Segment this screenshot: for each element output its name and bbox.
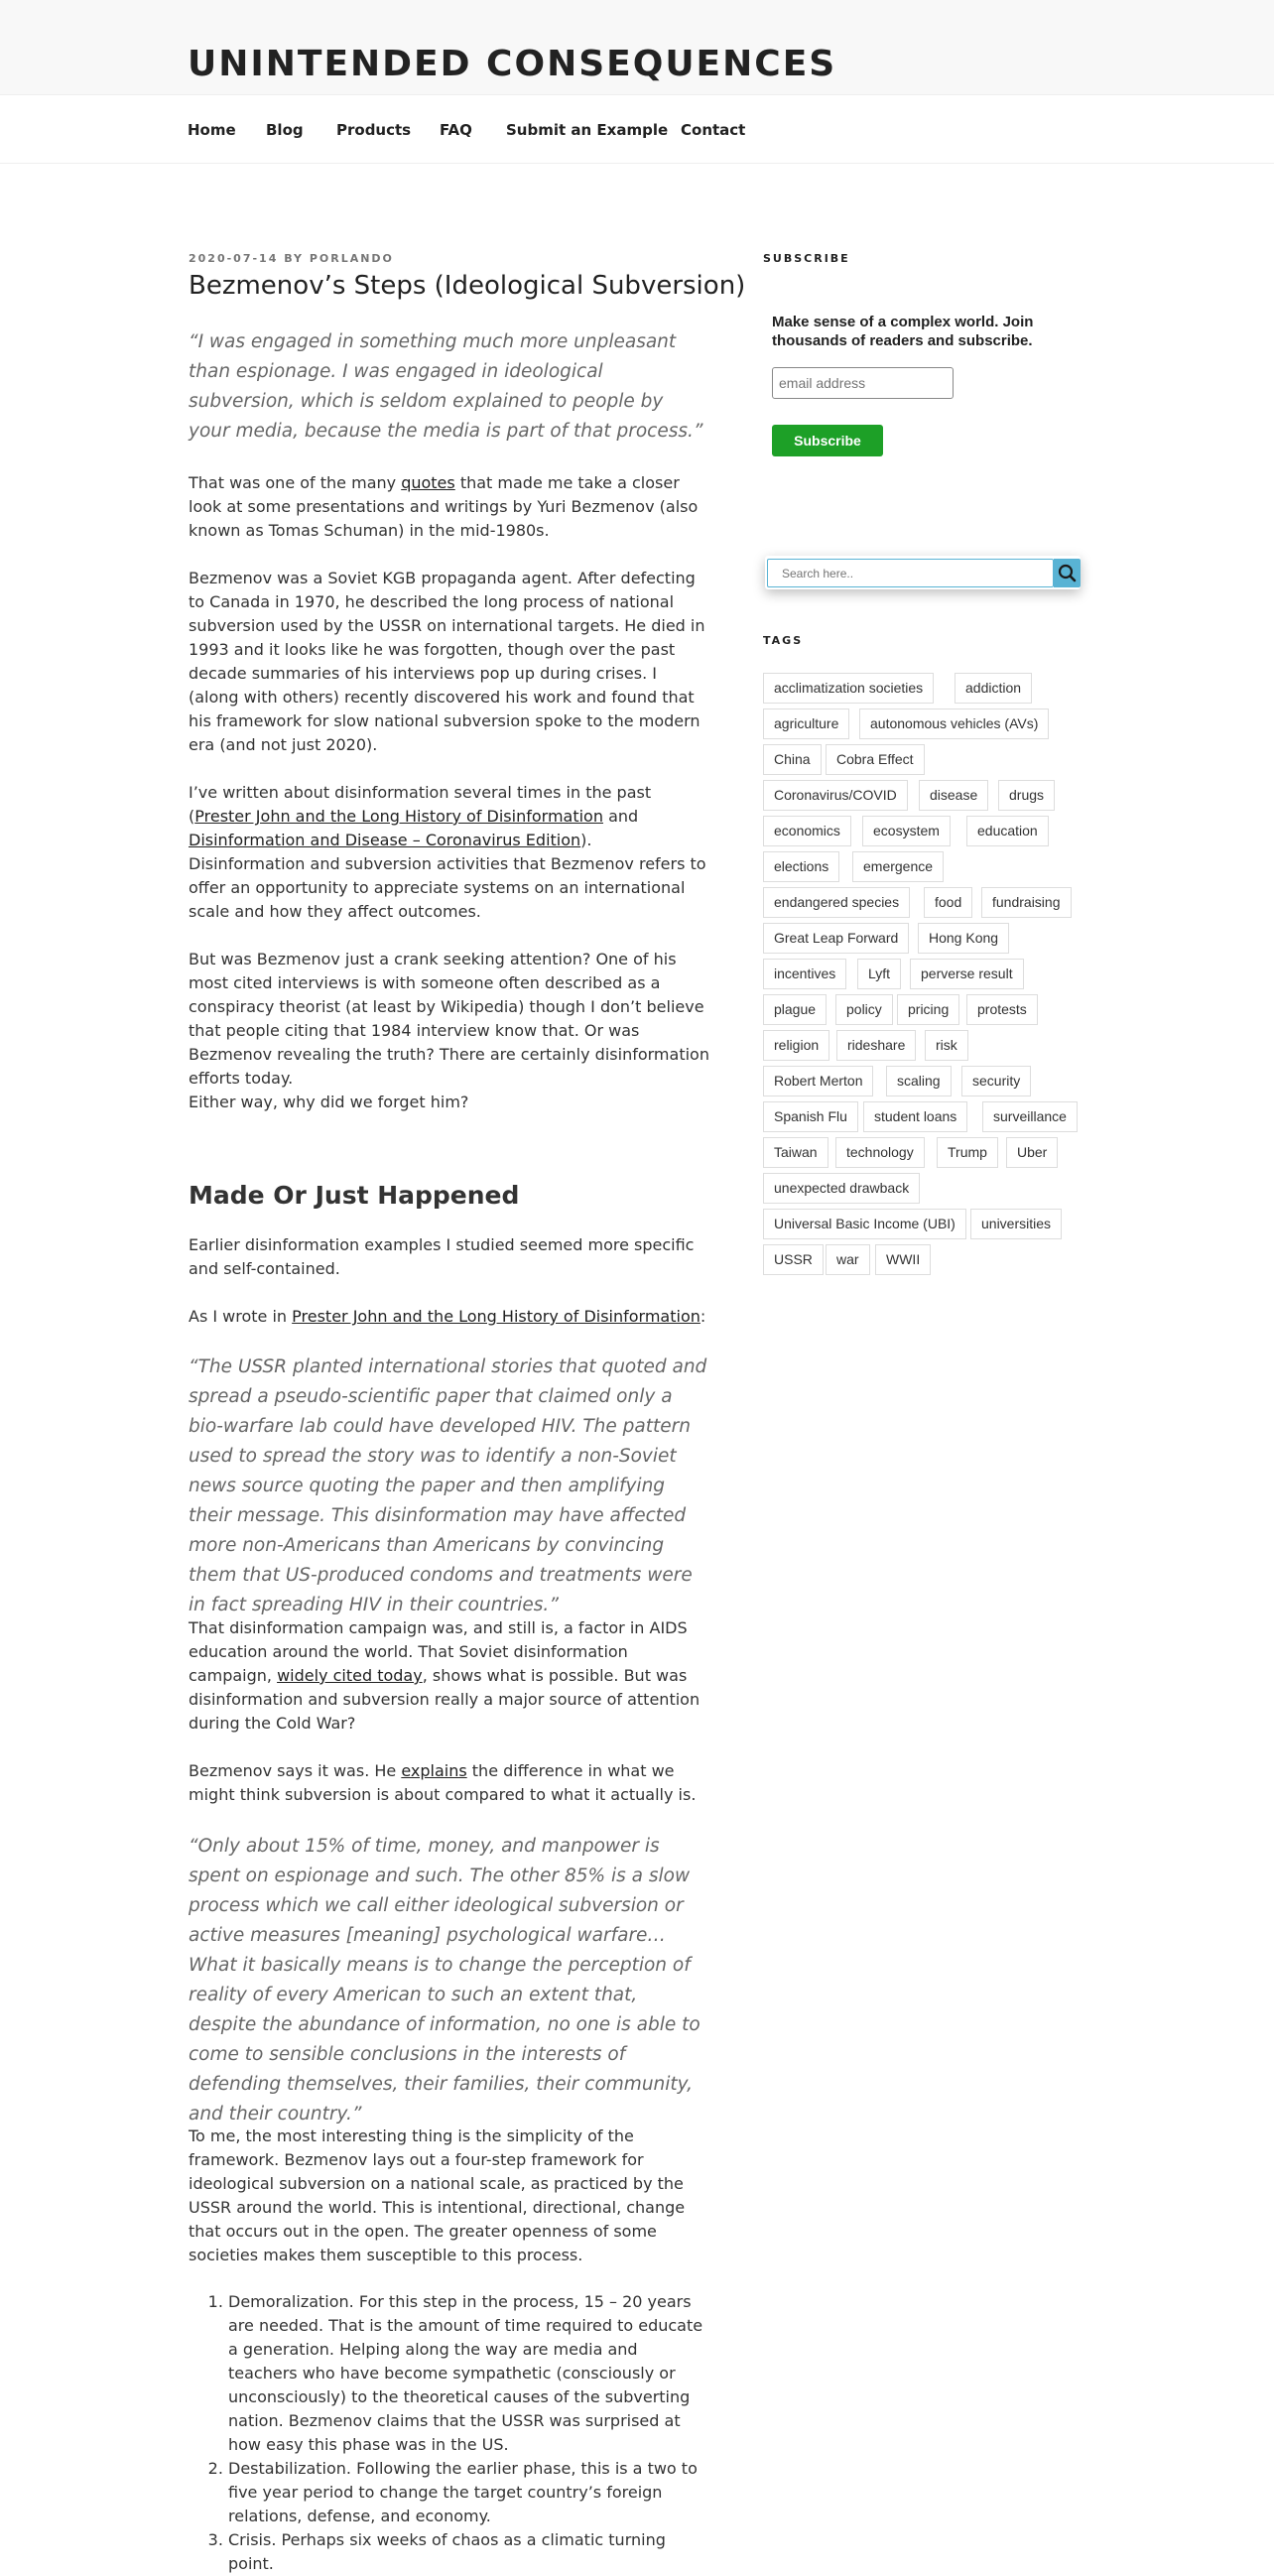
tag[interactable]: Cobra Effect bbox=[826, 744, 925, 775]
tag[interactable]: acclimatization societies bbox=[763, 673, 934, 704]
disinformation-disease-link[interactable]: Disinformation and Disease – Coronavirus Edition bbox=[189, 831, 581, 849]
tag[interactable]: Trump bbox=[937, 1137, 998, 1168]
list-item: 2. Destabilization. Following the earlier phase, this is a two to five year period to change the target country’s foreign relations, defense, and economy. bbox=[228, 2457, 709, 2528]
section-heading: Made Or Just Happened bbox=[189, 1181, 520, 1210]
tag[interactable]: universities bbox=[970, 1209, 1062, 1239]
paragraph-1 bbox=[189, 471, 709, 543]
post-title: Bezmenov’s Steps (Ideological Subversion) bbox=[189, 271, 746, 301]
tag[interactable]: disease bbox=[919, 780, 988, 811]
nav-home[interactable]: Home bbox=[188, 121, 236, 139]
nav-submit-example[interactable]: Submit an Example bbox=[506, 121, 669, 139]
tag[interactable]: WWII bbox=[875, 1244, 931, 1275]
blockquote-3: “Only about 15% of time, money, and manpower is spent on espionage and such. The other 85% is a slow process which we call either ideological subversion or active measures [meaning] psychological warfare… What it basically means is to change the perception of reality of every American to such an extent that, despite the abundance of information, no one is able to come to sensible conclusions in the interests of defending themselves, their families, their community, and their country.” bbox=[189, 1836, 701, 2125]
tag[interactable]: scaling bbox=[886, 1066, 952, 1096]
list-item: 3. Crisis. Perhaps six weeks of chaos as a climatic turning point. bbox=[228, 2528, 709, 2576]
paragraph-4: But was Bezmenov just a crank seeking attention? One of his most cited interviews is with someone often described as a conspiracy theorist (at least by Wikipedia) though I don’t believe that people citing that 1984 interview know that. Or was Bezmenov revealing the truth? There are certainly disinformation efforts today. bbox=[189, 950, 709, 1088]
paragraph-7-colon: : bbox=[700, 1307, 706, 1326]
nav-contact[interactable]: Contact bbox=[681, 121, 746, 139]
paragraph-1-text-end: that made me take a closer look at some presentations and writings by Yuri Bezmenov (also known as Tomas Schuman) in the mid-1980s. bbox=[189, 473, 699, 540]
explains-link[interactable]: explains bbox=[401, 1761, 467, 1780]
main-nav bbox=[0, 94, 1274, 164]
search-input[interactable] bbox=[767, 559, 1054, 587]
quotes-link[interactable]: quotes bbox=[401, 473, 455, 492]
paragraph-10: To me, the most interesting thing is the simplicity of the framework. Bezmenov lays out a four-step framework for ideological subversion on a national scale, as practiced by the USSR around the world. This is intentional, directional, change that occurs out in the open. The greater openness of some societies makes them susceptible to this process. bbox=[189, 2126, 686, 2264]
tag[interactable]: rideshare bbox=[836, 1030, 916, 1061]
paragraph-8-text-end: , shows what is possible. But was disinformation and subversion really a major source of attention during the Cold War? bbox=[189, 1666, 701, 1733]
paragraph-5: Either way, why did we forget him? bbox=[189, 1093, 469, 1111]
paragraph-3 bbox=[189, 781, 709, 924]
tag[interactable]: unexpected drawback bbox=[763, 1173, 920, 1204]
tag[interactable]: drugs bbox=[998, 780, 1055, 811]
blockquote-2: “The USSR planted international stories that quoted and spread a pseudo-scientific paper that claimed only a bio-warfare lab could have developed HIV. The pattern used to spread the story was to identify a non-Soviet news source quoting the paper and then amplifying their message. This disinformation may have affected more non-Americans than Americans by convincing them that US-produced condoms and treatments were in fact spreading HIV in their countries.” bbox=[189, 1356, 707, 1615]
email-field[interactable] bbox=[772, 367, 954, 399]
prester-john-link-2[interactable]: Prester John and the Long History of Disinformation bbox=[292, 1307, 701, 1326]
tag[interactable]: perverse result bbox=[910, 959, 1024, 989]
paragraph-3-and: and bbox=[602, 807, 639, 826]
paragraph-7-text: As I wrote in bbox=[189, 1307, 293, 1326]
tag[interactable]: religion bbox=[763, 1030, 829, 1061]
tag[interactable]: emergence bbox=[852, 851, 944, 882]
tag[interactable]: technology bbox=[835, 1137, 925, 1168]
prester-john-link[interactable]: Prester John and the Long History of Disinformation bbox=[194, 807, 603, 826]
tag[interactable]: economics bbox=[763, 816, 851, 846]
post-date[interactable]: 2020-07-14 bbox=[189, 252, 279, 265]
tag[interactable]: education bbox=[966, 816, 1049, 846]
subscribe-text: Make sense of a complex world. Join thousands of readers and subscribe. bbox=[772, 314, 1034, 349]
post-by: BY bbox=[284, 252, 304, 265]
tag[interactable]: autonomous vehicles (AVs) bbox=[859, 708, 1049, 739]
nav-blog[interactable]: Blog bbox=[266, 121, 304, 139]
paragraph-6: Earlier disinformation examples I studied seemed more specific and self-contained. bbox=[189, 1235, 695, 1278]
tag[interactable]: policy bbox=[835, 994, 893, 1025]
tag[interactable]: food bbox=[924, 887, 972, 918]
tag[interactable]: plague bbox=[763, 994, 827, 1025]
post-author[interactable]: PORLANDO bbox=[309, 252, 394, 265]
search-icon bbox=[1054, 559, 1081, 587]
tag[interactable]: protests bbox=[966, 994, 1038, 1025]
post-meta bbox=[189, 252, 394, 265]
tags-heading: TAGS bbox=[763, 634, 804, 647]
tag[interactable]: ecosystem bbox=[862, 816, 951, 846]
tag[interactable]: Universal Basic Income (UBI) bbox=[763, 1209, 966, 1239]
paragraph-2: Bezmenov was a Soviet KGB propaganda agent. After defecting to Canada in 1970, he described the long process of national subversion used by the USSR on international targets. He died in 1993 and it looks like he was forgotten, though over the past decade summaries of his interviews pop up during crises. I (along with others) recently discovered his work and found that his framework for slow national subversion spoke to the modern era (and not just 2020). bbox=[189, 569, 705, 754]
tag[interactable]: China bbox=[763, 744, 822, 775]
tag[interactable]: surveillance bbox=[982, 1101, 1078, 1132]
paragraph-1-text: That was one of the many bbox=[189, 473, 402, 492]
tag[interactable]: Spanish Flu bbox=[763, 1101, 858, 1132]
tag[interactable]: Robert Merton bbox=[763, 1066, 873, 1096]
tag[interactable]: pricing bbox=[897, 994, 959, 1025]
tag[interactable]: student loans bbox=[863, 1101, 967, 1132]
subscribe-heading: SUBSCRIBE bbox=[763, 252, 850, 265]
paragraph-9-text: Bezmenov says it was. He bbox=[189, 1761, 402, 1780]
nav-products[interactable]: Products bbox=[336, 121, 412, 139]
list-item: 1. Demoralization. For this step in the process, 15 – 20 years are needed. That is the amount of time required to educate a generation. Helping along the way are media and teachers who have become sympathetic (consciously or unconsciously) to the theoretical causes of the subverting nation. Bezmenov claims that the USSR was surprised at how easy this phase was in the US. bbox=[228, 2290, 709, 2457]
tag[interactable]: war bbox=[826, 1244, 870, 1275]
subscribe-button[interactable]: Subscribe bbox=[772, 425, 883, 456]
search-button[interactable] bbox=[1054, 559, 1081, 587]
tag[interactable]: endangered species bbox=[763, 887, 910, 918]
paragraph-3-text: I’ve written about disinformation several times in the past ( bbox=[189, 783, 652, 826]
tag[interactable]: Taiwan bbox=[763, 1137, 828, 1168]
paragraph-8 bbox=[189, 1616, 709, 1736]
tag[interactable]: Coronavirus/COVID bbox=[763, 780, 908, 811]
search-widget bbox=[765, 556, 1081, 589]
tag[interactable]: elections bbox=[763, 851, 839, 882]
site-title[interactable]: UNINTENDED CONSEQUENCES bbox=[188, 44, 837, 84]
tag[interactable]: USSR bbox=[763, 1244, 824, 1275]
widely-cited-link[interactable]: widely cited today bbox=[277, 1666, 423, 1685]
paragraph-9 bbox=[189, 1759, 709, 1807]
subscribe-widget bbox=[763, 298, 1081, 466]
nav-faq[interactable]: FAQ bbox=[440, 121, 472, 139]
tag[interactable]: Lyft bbox=[857, 959, 901, 989]
tag[interactable]: Uber bbox=[1006, 1137, 1058, 1168]
paragraph-9-text-end: the difference in what we might think subversion is about compared to what it actually is. bbox=[189, 1761, 697, 1804]
tag[interactable]: agriculture bbox=[763, 708, 849, 739]
paragraph-3-text-end: ). Disinformation and subversion activities that Bezmenov refers to offer an opportunity to appreciate systems on an international scale and how they affect outcomes. bbox=[189, 831, 706, 921]
tag[interactable]: security bbox=[961, 1066, 1031, 1096]
tag[interactable]: risk bbox=[925, 1030, 968, 1061]
tag[interactable]: Great Leap Forward bbox=[763, 923, 909, 954]
steps-list bbox=[189, 2290, 709, 2576]
blockquote-1: “I was engaged in something much more unpleasant than espionage. I was engaged in ideological subversion, which is seldom explained to people by your media, because the media is part of that process.” bbox=[189, 331, 703, 442]
site-header bbox=[0, 0, 1274, 94]
paragraph-8-text: That disinformation campaign was, and still is, a factor in AIDS education around the world. That Soviet disinformation campaign, bbox=[189, 1618, 688, 1685]
paragraph-7 bbox=[189, 1305, 709, 1329]
tag[interactable]: Hong Kong bbox=[918, 923, 1009, 954]
tag[interactable]: incentives bbox=[763, 959, 846, 989]
tag[interactable]: addiction bbox=[955, 673, 1032, 704]
tag[interactable]: fundraising bbox=[981, 887, 1072, 918]
